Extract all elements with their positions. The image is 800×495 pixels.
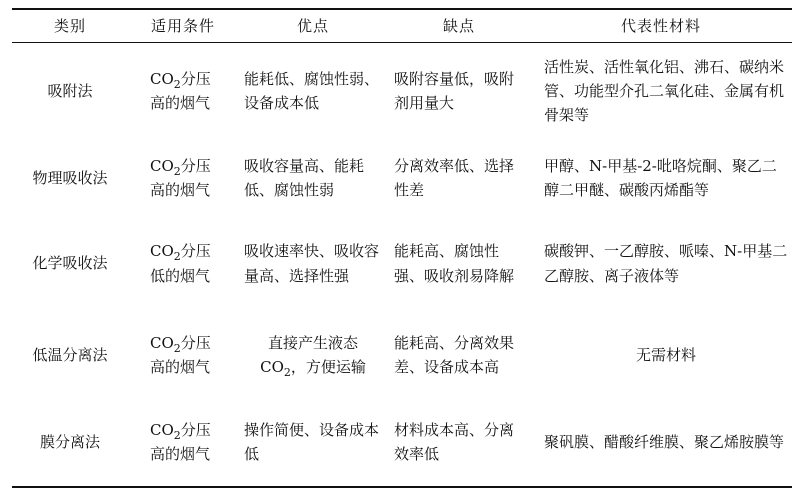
pros-cell: 吸收容量高、能耗低、腐蚀性弱 <box>244 156 365 199</box>
condition-line2: 高的烟气 <box>150 94 211 112</box>
cons-cell: 吸附容量低，吸附剂用量大 <box>394 69 515 112</box>
header-category: 类别 <box>53 16 86 35</box>
materials-cell: 聚矾膜、醋酸纤维膜、聚乙烯胺膜等 <box>544 432 785 451</box>
cons-cell: 材料成本高、分离效率低 <box>394 420 515 463</box>
materials-cell: 碳酸钾、一乙醇胺、哌嗪、N-甲基二乙醇胺、离子液体等 <box>544 242 788 285</box>
category-cell: 物理吸收法 <box>32 168 108 187</box>
table-row <box>12 140 792 216</box>
header-condition: 适用条件 <box>150 16 215 35</box>
table-header-row <box>12 10 792 42</box>
condition-cell: $CO_2$分压 低的烟气 <box>150 242 211 285</box>
condition-line2: 高的烟气 <box>150 181 211 199</box>
pros-cell: 操作简便、设备成本低 <box>244 420 380 463</box>
condition-cell: $CO_2$分压 高的烟气 <box>150 69 211 112</box>
category-cell: 吸附法 <box>47 81 93 100</box>
comparison-table <box>12 10 792 485</box>
category-cell: 低温分离法 <box>32 345 108 364</box>
comparison-table-container <box>12 0 792 495</box>
header-pros: 优点 <box>296 16 329 35</box>
materials-cell: 活性炭、活性氧化铝、沸石、碳纳米管、功能型介孔二氧化硅、金属有机骨架等 <box>544 57 785 125</box>
condition-line1: 分压 <box>180 69 211 88</box>
table-row <box>12 311 792 399</box>
cons-cell: 分离效率低、选择性差 <box>394 156 515 199</box>
condition-line2: 高的烟气 <box>150 445 211 463</box>
pros-cell: 直接产生液态 $CO_2$，方便运输 <box>260 333 366 379</box>
condition-line1: 分压 <box>180 156 211 175</box>
condition-line1: 分压 <box>180 420 211 439</box>
condition-line1: 分压 <box>180 242 211 261</box>
pros-cell: 吸收速率快、吸收容量高、选择性强 <box>244 242 380 285</box>
header-cons: 缺点 <box>442 16 475 35</box>
table-row <box>12 42 792 140</box>
pros-cell: 能耗低、腐蚀性弱、设备成本低 <box>244 69 380 112</box>
table-row <box>12 216 792 311</box>
cons-cell: 能耗高、腐蚀性强、吸收剂易降解 <box>394 242 515 285</box>
table-row <box>12 399 792 485</box>
materials-cell: 无需材料 <box>635 345 696 364</box>
condition-line1: 分压 <box>180 333 211 352</box>
condition-line2: 高的烟气 <box>150 358 211 376</box>
pros-line2: ，方便运输 <box>290 358 366 376</box>
condition-cell: $CO_2$分压 高的烟气 <box>150 333 211 376</box>
condition-cell: $CO_2$分压 高的烟气 <box>150 156 211 199</box>
category-cell: 膜分离法 <box>39 432 100 451</box>
pros-line1: 直接产生液态 <box>267 333 358 352</box>
materials-cell: 甲醇、N-甲基-2-吡咯烷酮、聚乙二醇二甲醚、碳酸丙烯酯等 <box>544 156 777 199</box>
bottom-rule <box>12 486 792 488</box>
category-cell: 化学吸收法 <box>32 254 108 273</box>
header-materials: 代表性材料 <box>620 16 701 35</box>
condition-cell: $CO_2$分压 高的烟气 <box>150 420 211 463</box>
condition-line2: 低的烟气 <box>150 266 211 285</box>
cons-cell: 能耗高、分离效果差、设备成本高 <box>394 333 515 376</box>
